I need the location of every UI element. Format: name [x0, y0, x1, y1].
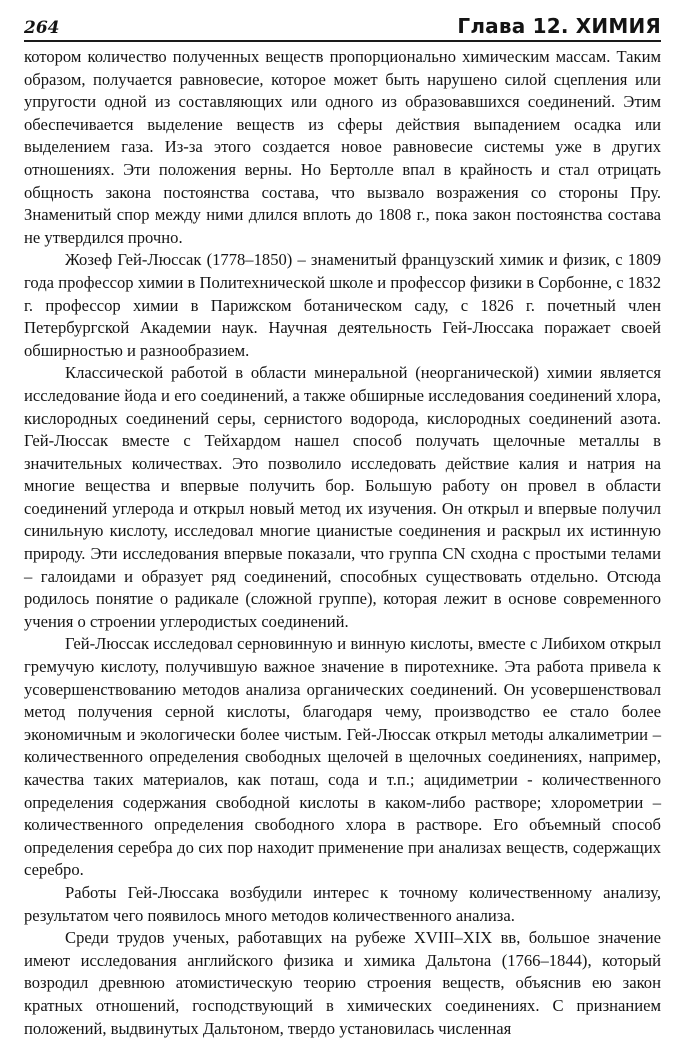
paragraph-inorganic-work: Классической работой в области минеральной (неорганической) химии является исследование йода и его соединений, а также обширные исследования соединений хлора, кислородных соединений серы, сернистого водорода, кислородных соединений азота. Гей-Люссак вместе с Тейхардом нашел способ получать щелочные металлы в значительных количествах. Это позволило исследовать действие калия и натрия на многие вещества и впервые получить бор. Большую работу он провел в области соединений углерода и открыл новый метод их изучения. Он открыл и впервые получил синильную кислоту, исследовал многие цианистые соединения и раскрыл их истинную природу. Эти исследования впервые показали, что группа CN сходна с простыми телами – галоидами и образует ряд соединений, способных существовать отдельно. Отсюда родилось понятие о радикале (сложной группе), которая лежит в основе современного учения о строении углеродистых соединений.	[24, 363, 661, 631]
paragraph-quantitative-analysis: Работы Гей-Люссака возбудили интерес к точному количественному анализу, результатом чего появилось много методов количественного анализа.	[24, 882, 661, 925]
chapter-title: Глава 12. ХИМИЯ	[457, 14, 661, 38]
page-body	[24, 46, 661, 1040]
paragraph-acids-research: Гей-Люссак исследовал серновинную и винную кислоты, вместе с Либихом открыл гремучую кислоту, получившую важное значение в пиротехнике. Эта работа привела к усовершенствованию методов анализа органических соединений. Он усовершенствовал метод получения серной кислоты, благодаря чему, производство ее стало более экономичным и экологически более чистым. Гей-Люссак открыл методы алкалиметрии – количественного определения свободных щелочей в щелочных соединениях, например, качества таких материалов, как поташ, сода и т.п.; ацидиметрии - количественного определения содержания свободной кислоты в каком-либо растворе; хлорометрии – количественного определения свободного хлора в растворе. Его объемный способ определения серебра до сих пор находит применение при анализах веществ, содержащих серебро.	[24, 634, 661, 880]
paragraph-gay-lussac-bio: Жозеф Гей-Люссак (1778–1850) – знаменитый французский химик и физик, с 1809 года профессор химии в Политехнической школе и профессор физики в Сорбонне, с 1832 г. профессор химии в Парижском ботаническом саду, с 1826 г. почетный член Петербургской Академии наук. Научная деятельность Гей-Люссака поражает своей обширностью и разнообразием.	[24, 250, 661, 360]
paragraph-dalton: Среди трудов ученых, работавщих на рубеже XVIII–XIX вв, большое значение имеют исследования английского физика и химика Дальтона (1766–1844), который возродил древнюю атомистическую теорию строения веществ, объяснив ею закон кратных отношений, господствующий в химических соединениях. С признанием положений, выдвинутых Дальтоном, твердо установилась численная	[24, 928, 661, 1038]
page-number: 264	[24, 18, 60, 38]
paragraph-continuation: котором количество полученных веществ пропорционально химическим массам. Таким образом, получается равновесие, которое может быть нарушено силой сцепления или упругости одной из составляющих или одного из образовавшихся соединений. Этим обеспечивается выделение веществ из сферы действия выпадением осадка или выделением газа. Из-за этого создается новое равновесие системы уже в других отношениях. Эти положения верны. Но Бертолле впал в крайность и стал отрицать общность закона постоянства состава, что вызвало возражения со стороны Пру. Знаменитый спор между ними длился вплоть до 1808 г., пока закон постоянства состава не утвердился прочно.	[24, 47, 661, 247]
page-header	[24, 10, 661, 42]
